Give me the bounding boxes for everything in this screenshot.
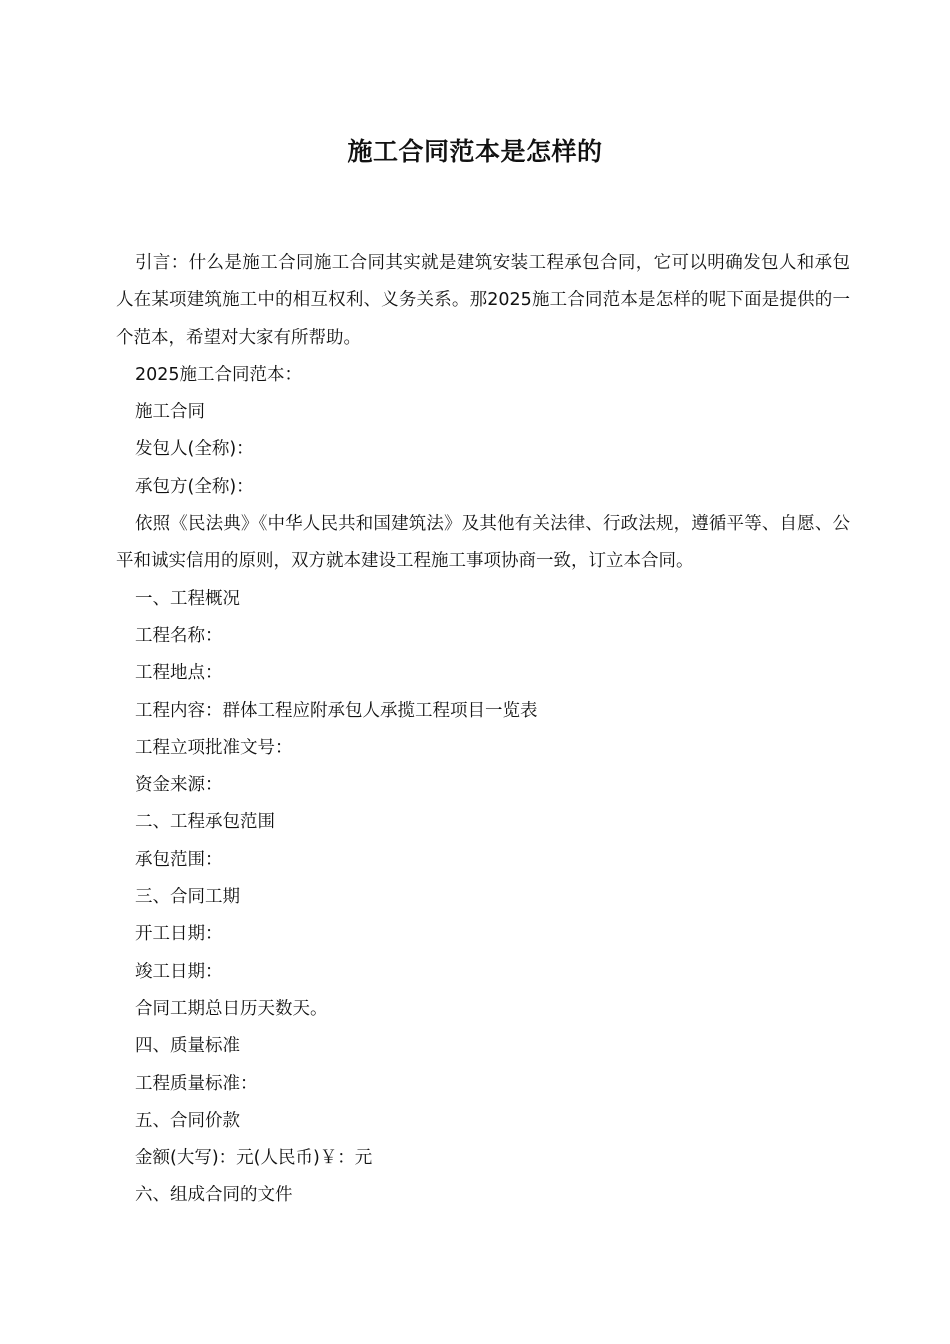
section-heading-2: 二、工程承包范围	[135, 812, 275, 833]
project-name-line: 工程名称：	[135, 625, 223, 646]
section-heading-4: 四、质量标准	[135, 1036, 240, 1057]
quality-standard-line: 工程质量标准：	[135, 1073, 258, 1094]
template-heading: 2025施工合同范本：	[135, 364, 303, 385]
amount-line: 金额(大写)：元(人民币)￥：元	[135, 1148, 373, 1169]
section-heading-3: 三、合同工期	[135, 887, 240, 908]
funding-source-line: 资金来源：	[135, 775, 223, 796]
intro-paragraph: 引言：什么是施工合同施工合同其实就是建筑安装工程承包合同，它可以明确发包人和承包人在某项建筑施工中的相互权利、义务关系。那2025施工合同范本是怎样的呢下面是提供的一个范本，希望对大家有所帮助。	[116, 253, 850, 348]
project-content-line: 工程内容：群体工程应附承包人承揽工程项目一览表	[135, 700, 538, 721]
document-title: 施工合同范本是怎样的	[347, 137, 603, 166]
approval-number-line: 工程立项批准文号：	[135, 737, 293, 758]
legal-basis-paragraph: 依照《民法典》《中华人民共和国建筑法》及其他有关法律、行政法规，遵循平等、自愿、公平和诚实信用的原则，双方就本建设工程施工事项协商一致，订立本合同。	[116, 514, 850, 572]
contractor-line: 承包方(全称)：	[135, 476, 254, 497]
scope-line: 承包范围：	[135, 849, 223, 870]
section-heading-5: 五、合同价款	[135, 1110, 240, 1131]
completion-date-line: 竣工日期：	[135, 961, 223, 982]
section-heading-6: 六、组成合同的文件	[135, 1185, 293, 1206]
contract-name: 施工合同	[135, 402, 205, 423]
section-heading-1: 一、工程概况	[135, 588, 240, 609]
document-body	[116, 245, 850, 1215]
start-date-line: 开工日期：	[135, 924, 223, 945]
employer-line: 发包人(全称)：	[135, 439, 254, 460]
project-location-line: 工程地点：	[135, 663, 223, 684]
total-days-line: 合同工期总日历天数天。	[135, 998, 328, 1019]
